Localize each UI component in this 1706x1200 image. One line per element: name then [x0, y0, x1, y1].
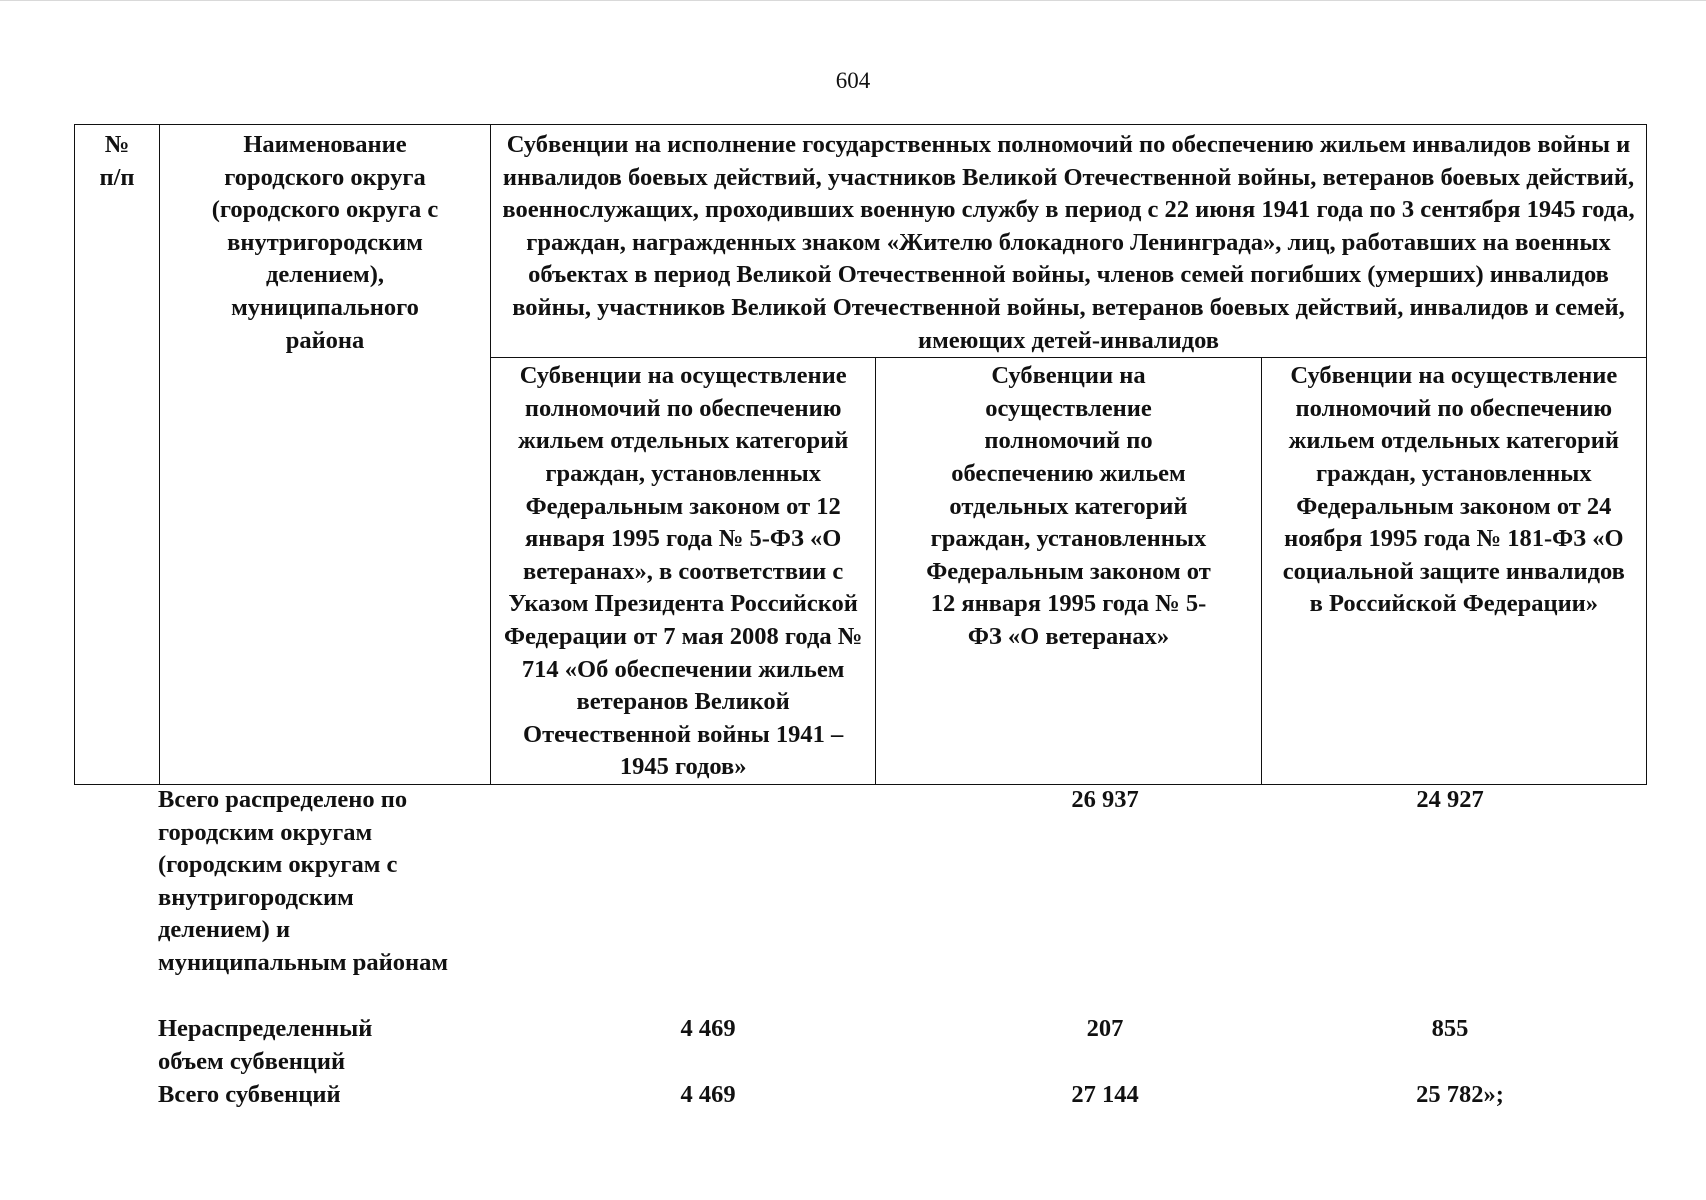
row-total-value-3: 25 782»;	[1416, 1081, 1504, 1108]
row-distributed-label: Всего распределено по городским округам (городским округам с внутригородским делением) и муниципальным районам	[158, 786, 449, 976]
header-sub3-cell	[1261, 358, 1646, 785]
header-sub3-label: Субвенции на осуществление полномочий по обеспечению жильем отдельных категорий граждан, установленных Федеральным законом от 24 ноября 1995 года № 181-ФЗ «О социальной защите инвалидов в Российской Федерации»	[1282, 362, 1625, 618]
header-num-label: № п/п	[99, 131, 135, 191]
header-sub1-label: Субвенции на осуществление полномочий по обеспечению жильем отдельных категорий граждан, установленных Федеральным законом от 12 января 1995 года № 5-ФЗ «О ветеранах», в соответствии с Указом Президента Российской Федерации от 7 мая 2008 года № 714 «Об обеспечении жильем ветеранов Великой Отечественной войны 1941 – 1945 годов»	[503, 362, 863, 781]
page-number: 604	[835, 68, 871, 93]
header-name-label: Наименование городского округа (городского округа с внутригородским делением), муниципального района	[211, 131, 439, 354]
header-num-cell	[75, 125, 160, 785]
header-name-cell	[160, 125, 491, 785]
row-total-value-2: 27 144	[1071, 1081, 1139, 1108]
subventions-table-header	[74, 124, 1647, 785]
scan-edge	[0, 0, 1706, 1]
header-sub2-label: Субвенции на осуществление полномочий по обеспечению жильем отдельных категорий граждан, установленных Федеральным законом от 12 января 1995 года № 5-ФЗ «О ветеранах»	[926, 362, 1211, 650]
header-main-cell	[491, 125, 1647, 358]
row-undistributed-label: Нераспределенный объем субвенций	[158, 1015, 373, 1075]
row-undistributed-value-3: 855	[1431, 1015, 1469, 1042]
row-distributed-value-3: 24 927	[1416, 786, 1484, 813]
header-main-label: Субвенции на исполнение государственных полномочий по обеспечению жильем инвалидов войны и инвалидов боевых действий, участников Великой Отечественной войны, ветеранов боевых действий, военнослужащих, проходивших военную службу в период с 22 июня 1941 года по 3 сентября 1945 года, граждан, награжденных знаком «Жителю блокадного Ленинграда», лиц, работавших на военных объектах в период Великой Отечественной войны, членов семей погибших (умерших) инвалидов войны, участников Великой Отечественной войны, ветеранов боевых действий, инвалидов и семей, имеющих детей-инвалидов	[502, 131, 1635, 354]
header-row-top	[75, 125, 1647, 358]
header-sub1-cell	[491, 358, 876, 785]
row-undistributed-value-2: 207	[1086, 1015, 1124, 1042]
header-sub2-cell	[876, 358, 1261, 785]
row-undistributed-value-1: 4 469	[680, 1015, 736, 1042]
row-distributed-value-2: 26 937	[1071, 786, 1139, 813]
row-total-label: Всего субвенций	[158, 1081, 341, 1108]
row-total-value-1: 4 469	[680, 1081, 736, 1108]
